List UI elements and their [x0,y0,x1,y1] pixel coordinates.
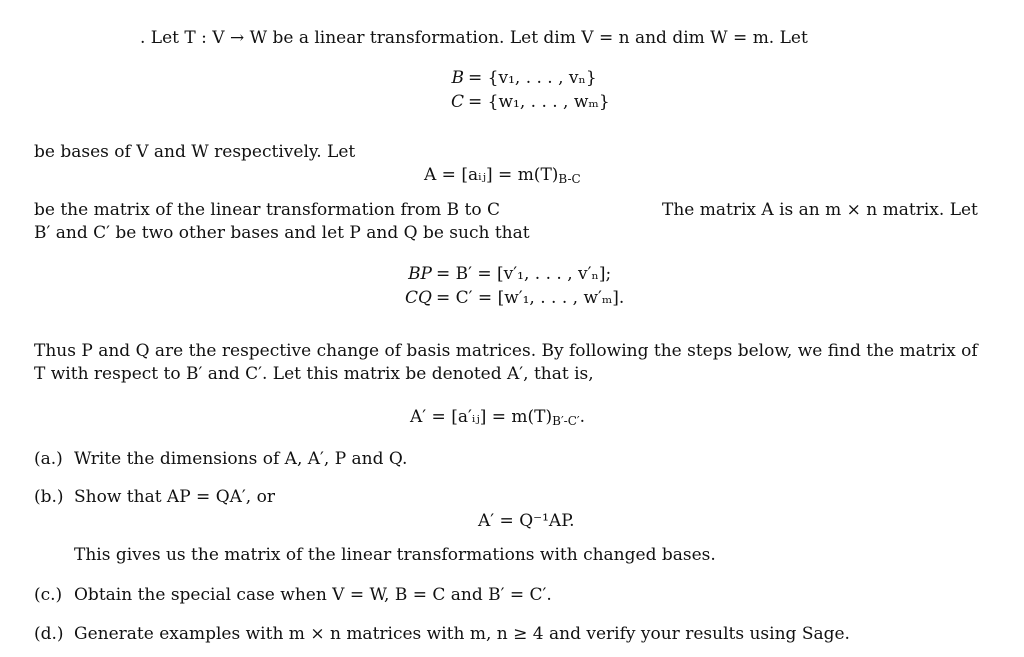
matrix-description-right: The matrix A is an m × n matrix. Let [662,200,978,220]
change-row-1-rhs: = B′ = [v′₁, . . . , v′ₙ]; [436,264,612,284]
change-row-2-rhs: = C′ = [w′₁, . . . , w′ₘ]. [436,288,625,308]
matrix-A-main: A = [aᵢⱼ] = m(T) [424,165,559,185]
item-b-text: Show that AP = QA′, or [74,487,275,507]
change-row-1-lhs: BP [408,264,432,284]
item-d-text: Generate examples with m × n matrices with m, n ≥ 4 and verify your results using Sage. [74,624,850,644]
change-row-2-lhs: CQ [405,288,432,308]
change-row-1 [0,262,1024,286]
paragraph-2-line-2: T with respect to B′ and C′. Let this matrix be denoted A′, that is, [34,364,594,384]
matrix-A-subscript: B-C [558,172,581,186]
item-b-note: This gives us the matrix of the linear transformations with changed bases. [74,545,716,565]
item-b-equation: A′ = Q⁻¹AP. [478,511,575,531]
item-d [34,623,850,645]
bases-equations [0,66,1024,114]
matrix-A-prime-subscript: B′-C′ [552,414,580,428]
basis-B-lhs: B [451,68,464,88]
item-d-label: (d.) [34,624,64,644]
matrix-A-prime-main: A′ = [a′ᵢⱼ] = m(T) [410,407,553,427]
basis-C-lhs: C [450,92,464,112]
basis-B-row [0,66,1024,90]
matrix-A-prime-equation [410,406,585,432]
other-bases-text: B′ and C′ be two other bases and let P and Q be such that [34,223,530,243]
basis-B-rhs: = {v₁, . . . , vₙ} [468,68,597,88]
matrix-A-equation [424,164,581,190]
item-b [34,486,275,508]
matrix-description-left: be the matrix of the linear transformation from B to C [34,200,501,220]
item-a-label: (a.) [34,449,63,469]
change-of-basis-equations [0,262,1024,310]
item-c [34,584,552,606]
item-c-text: Obtain the special case when V = W, B = C and B′ = C′. [74,585,552,605]
bases-text: be bases of V and W respectively. Let [34,142,356,162]
item-a-text: Write the dimensions of A, A′, P and Q. [74,449,408,469]
paragraph-2-line-1: Thus P and Q are the respective change of basis matrices. By following the steps below, we find the matrix of [34,341,978,361]
matrix-A-prime-end: . [579,407,586,427]
change-row-2 [0,286,1024,310]
item-c-label: (c.) [34,585,63,605]
basis-C-rhs: = {w₁, . . . , wₘ} [468,92,610,112]
item-b-label: (b.) [34,487,64,507]
item-a [34,448,407,470]
intro-line: . Let T : V → W be a linear transformation. Let dim V = n and dim W = m. Let [140,28,808,48]
basis-C-row [0,90,1024,114]
